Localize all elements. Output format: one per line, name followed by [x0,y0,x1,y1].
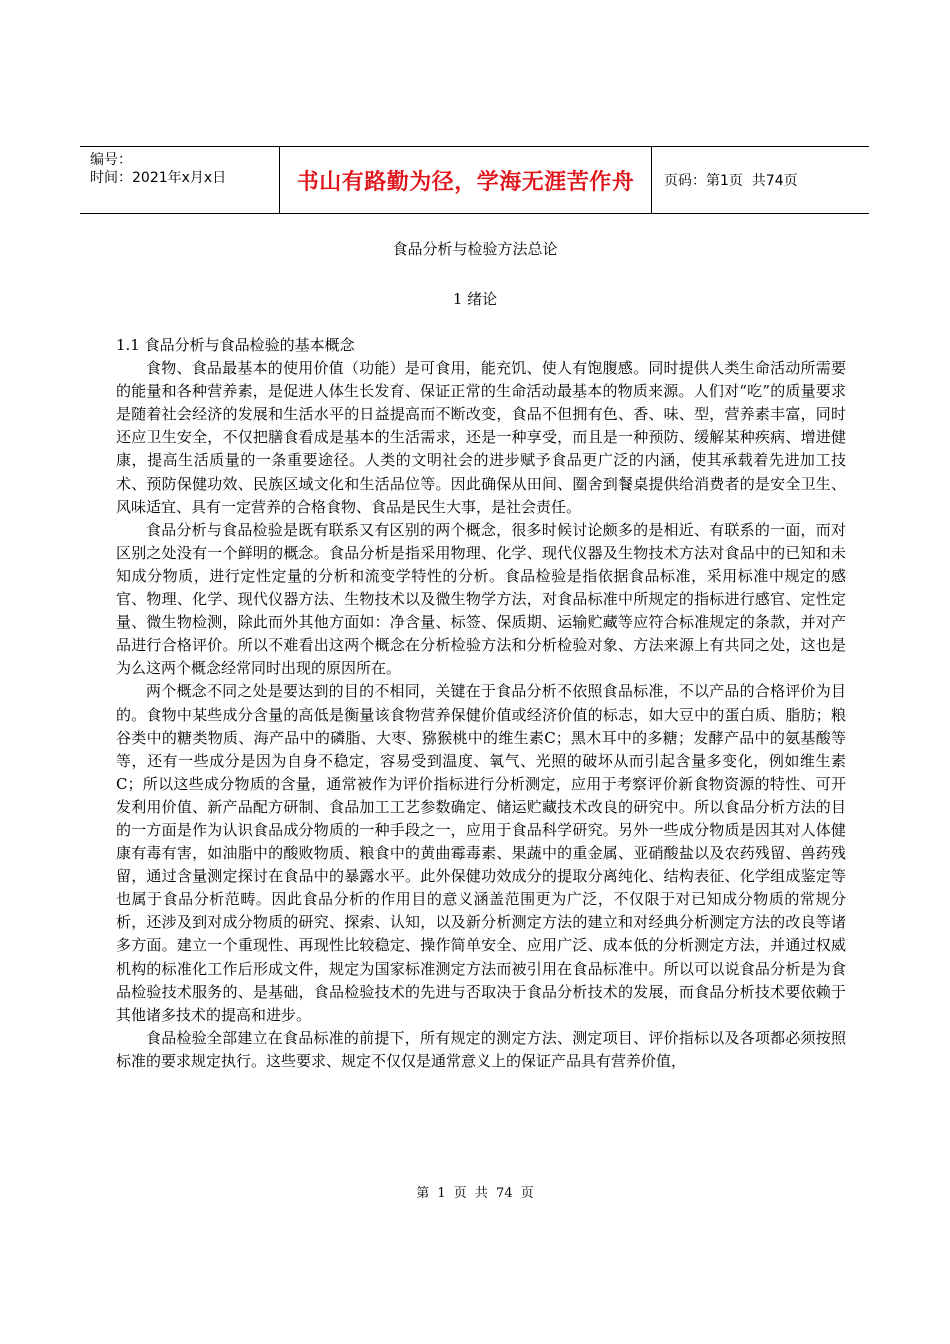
header-meta-cell [80,147,280,213]
page-footer: 第 1 页 共 74 页 [416,1186,534,1201]
section-heading: 1.1 食品分析与食品检验的基本概念 [116,336,355,354]
document-number-label: 编号： [90,152,132,168]
header-table [80,146,869,214]
paragraph: 两个概念不同之处是要达到的目的不相同，关键在于食品分析不依照食品标准，不以产品的合格评价为目的。食物中某些成分含量的高低是衡量该食物营养保健价值或经济价值的标志，如大豆中的蛋白质、脂肪；粮谷类中的糖类物质、海产品中的磷脂、大枣、猕猴桃中的维生素C；黑木耳中的多糖；发酵产品中的氨基酸等等，还有一些成分是因为自身不稳定，容易受到温度、氧气、光照的破坏从而引起含量多变化，例如维生素C；所以这些成分物质的含量，通常被作为评价指标进行分析测定，应用于考察评价新食物资源的特性、可开发利用价值、新产品配方研制、食品加工工艺参数确定、储运贮藏技术改良的研究中。所以食品分析方法的目的一方面是作为认识食品成分物质的一种手段之一，应用于食品科学研究。另外一些成分物质是因其对人体健康有毒有害，如油脂中的酸败物质、粮食中的黄曲霉毒素、果蔬中的重金属、亚硝酸盐以及农药残留、兽药残留，通过含量测定探讨在食品中的暴露水平。此外保健功效成分的提取分离纯化、结构表征、化学组成鉴定等也属于食品分析范畴。因此食品分析的作用目的意义涵盖范围更为广泛，不仅限于对已知成分物质的常规分析，还涉及到对成分物质的研究、探索、认知，以及新分析测定方法的建立和对经典分析测定方法的改良等诸多方面。建立一个重现性、再现性比较稳定、操作简单安全、应用广泛、成本低的分析测定方法，并通过权威机构的标准化工作后形成文件，规定为国家标准测定方法而被引用在食品标准中。所以可以说食品分析是为食品检验技术服务的、是基础，食品检验技术的先进与否取决于食品分析技术的发展，而食品分析技术要依赖于其他诸多技术的提高和进步。 [116,682,846,1024]
document-title: 食品分析与检验方法总论 [392,240,558,258]
header-page-cell [652,147,869,213]
chapter-title: 1 绪论 [452,290,498,308]
paragraph: 食物、食品最基本的使用价值（功能）是可食用，能充饥、使人有饱腹感。同时提供人类生命活动所需要的能量和各种营养素，是促进人体生长发育、保证正常的生命活动最基本的物质来源。人们对“吃”的质量要求是随着社会经济的发展和生活水平的日益提高而不断改变，食品不但拥有色、香、味、型，营养素丰富，同时还应卫生安全，不仅把膳食看成是基本的生活需求，还是一种享受，而且是一种预防、缓解某种疾病、增进健康，提高生活质量的一条重要途径。人类的文明社会的进步赋予食品更广泛的内涵，使其承载着先进加工技术、预防保健功效、民族区域文化和生活品位等。因此确保从田间、圈舍到餐桌提供给消费者的是安全卫生、风味适宜、具有一定营养的合格食物、食品是民生大事，是社会责任。 [116,359,846,516]
document-time-label: 时间：2021年x月x日 [90,170,227,186]
paragraph: 食品检验全部建立在食品标准的前提下，所有规定的测定方法、测定项目、评价指标以及各项都必须按照标准的要求规定执行。这些要求、规定不仅仅是通常意义上的保证产品具有营养价值， [116,1028,846,1070]
header-page-info: 页码：第1页 共74页 [664,173,798,189]
paragraph: 食品分析与食品检验是既有联系又有区别的两个概念，很多时候讨论颇多的是相近、有联系的一面，而对区别之处没有一个鲜明的概念。食品分析是指采用物理、化学、现代仪器及生物技术方法对食品中的已知和未知成分物质，进行定性定量的分析和流变学特性的分析。食品检验是指依据食品标准，采用标准中规定的感官、物理、化学、现代仪器方法、生物技术以及微生物学方法，对食品标准中所规定的指标进行感官、定性定量、微生物检测，除此而外其他方面如：净含量、标签、保质期、运输贮藏等应符合标准规定的条款，并对产品进行合格评价。所以不难看出这两个概念在分析检验方法和分析检验对象、方法来源上有共同之处，这也是为么这两个概念经常同时出现的原因所在。 [116,520,846,678]
document-body [116,334,846,1073]
header-motto: 书山有路勤为径，学海无涯苦作舟 [280,147,652,213]
